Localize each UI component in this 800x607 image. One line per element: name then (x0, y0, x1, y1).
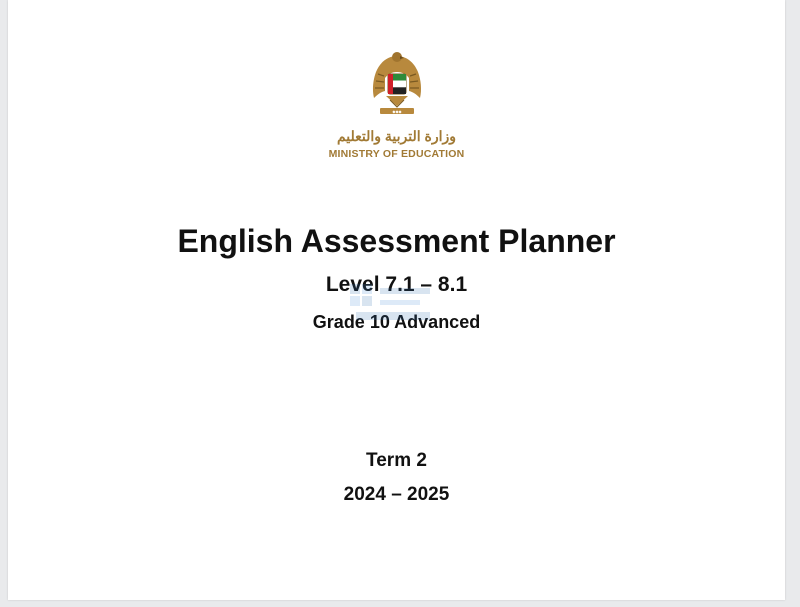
document-title: English Assessment Planner (177, 223, 616, 259)
term-label: Term 2 (366, 450, 427, 471)
uae-falcon-emblem-icon (366, 48, 428, 116)
grade-label: Grade 10 Advanced (312, 312, 481, 332)
ministry-logo (8, 48, 785, 160)
level-range: Level 7.1 – 8.1 (325, 273, 468, 296)
watermark-logo-icon (348, 278, 438, 328)
document-page (8, 0, 785, 600)
svg-text:◆◆◆: ◆◆◆ (391, 109, 402, 114)
ministry-name-arabic: وزارة التربية والتعليم (336, 128, 457, 144)
academic-year: 2024 – 2025 (343, 484, 450, 505)
ministry-name-english: MINISTRY OF EDUCATION (328, 148, 465, 160)
